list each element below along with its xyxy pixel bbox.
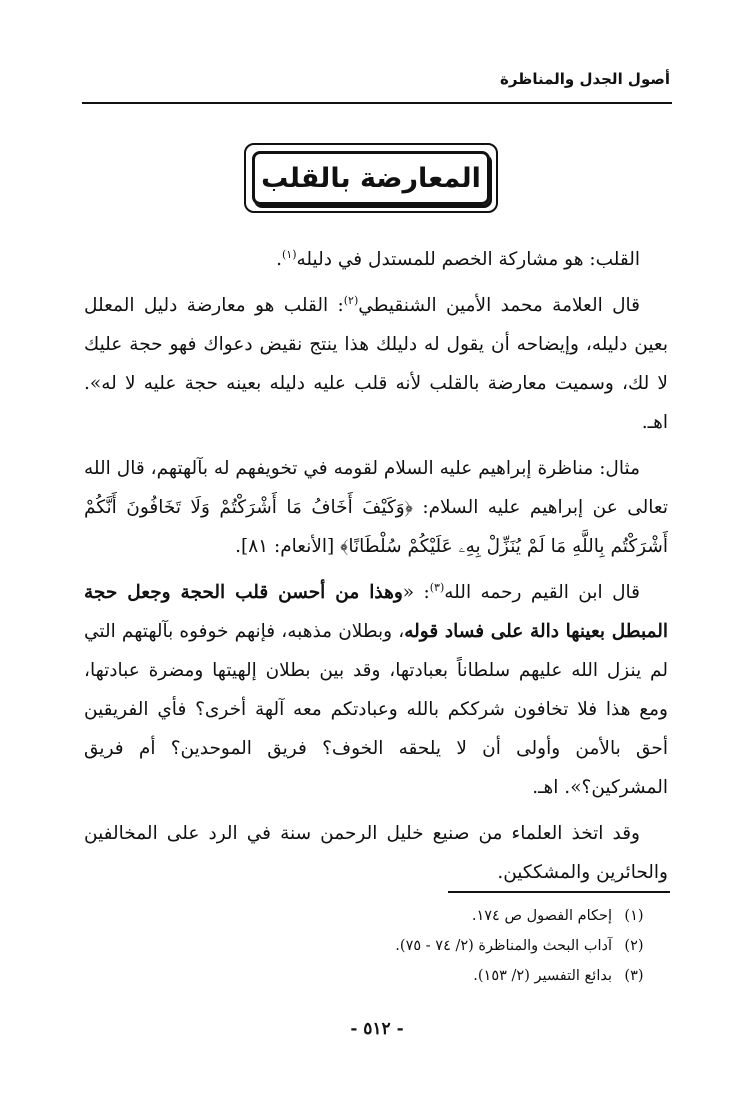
footnote-text: آداب البحث والمناظرة (٢/ ٧٤ - ٧٥). — [395, 938, 612, 954]
footnote-text: بدائع التفسير (٢/ ١٥٣). — [473, 968, 612, 984]
ibn-qayyim-lead: قال ابن القيم رحمه الله — [444, 582, 640, 603]
footnote-number: (٣) — [624, 968, 644, 984]
footnote — [84, 931, 656, 961]
footnotes — [84, 901, 656, 991]
footnote — [84, 901, 656, 931]
footnote-rule — [448, 891, 670, 893]
section-title-frame — [244, 143, 498, 213]
paragraph-example — [84, 449, 668, 566]
footnote-text: إحكام الفصول ص ١٧٤. — [471, 908, 612, 924]
conclusion-text: وقد اتخذ العلماء من صنيع خليل الرحمن سنة في الرد على المخالفين والحائرين والمشككين. — [84, 823, 668, 883]
definition-text: القلب: هو مشاركة الخصم للمستدل في دليله — [296, 249, 640, 270]
section-title: المعارضة بالقلب — [261, 162, 481, 194]
running-header: أصول الجدل والمناظرة — [500, 70, 670, 88]
shinqiti-lead: قال العلامة محمد الأمين الشنقيطي — [358, 295, 641, 316]
paragraph-definition — [84, 240, 668, 279]
footnote-ref-2: (٢) — [343, 293, 359, 307]
paragraph-conclusion — [84, 814, 668, 892]
page-number: - ٥١٢ - — [350, 1019, 404, 1039]
footnote-ref-1: (١) — [281, 247, 297, 261]
footnote — [84, 961, 656, 991]
ibn-qayyim-bold: وهذا من أحسن قلب الحجة وجعل حجة المبطل بعينها دالة على فساد قوله — [84, 582, 668, 642]
quote-open: : « — [402, 582, 430, 603]
paragraph-shinqiti — [84, 286, 668, 442]
paragraph-ibn-qayyim — [84, 573, 668, 807]
section-title-inner-frame — [252, 151, 490, 205]
footnote-number: (١) — [624, 908, 644, 924]
footnote-ref-3: (٣) — [429, 580, 445, 594]
shinqiti-quote: : القلب هو معارضة دليل المعلل بعين دليله، وإيضاحه أن يقول له دليلك هذا ينتج نقيض دعواك فهو حجة عليك لا لك، وسميت معارضة بالقلب لأنه قلب عليه دليله بعينه حجة عليه لا له». اهـ. — [84, 295, 668, 433]
header-rule — [82, 102, 672, 104]
example-text: مثال: مناظرة إبراهيم عليه السلام لقومه في تخويفهم له بآلهتهم، قال الله تعالى عن إبراهيم عليه السلام: ﴿وَكَيْفَ أَخَافُ مَا أَشْرَكْتُمْ وَلَا تَخَافُونَ أَنَّكُمْ أَشْرَكْتُم بِاللَّهِ مَا لَمْ يُنَزِّلْ بِهِۦ عَلَيْكُمْ سُلْطَانًا﴾ [الأنعام: ٨١]. — [84, 458, 668, 557]
body-text — [84, 240, 668, 899]
definition-end: . — [276, 249, 282, 270]
ibn-qayyim-text: ، وبطلان مذهبه، فإنهم خوفوه بآلهتهم التي لم ينزل الله عليهم سلطاناً بعبادتها، وقد بين بطلان إلهيتها ومضرة عبادتها، ومع هذا فلا تخافون شرككم بالله وعبادتكم معه آلهة أخرى؟ فأي الفريقين أحق بالأمن وأولى أن لا يلحقه الخوف؟ فريق الموحدين؟ أم فريق المشركين؟». اهـ. — [84, 621, 668, 798]
footnote-number: (٢) — [624, 938, 644, 954]
